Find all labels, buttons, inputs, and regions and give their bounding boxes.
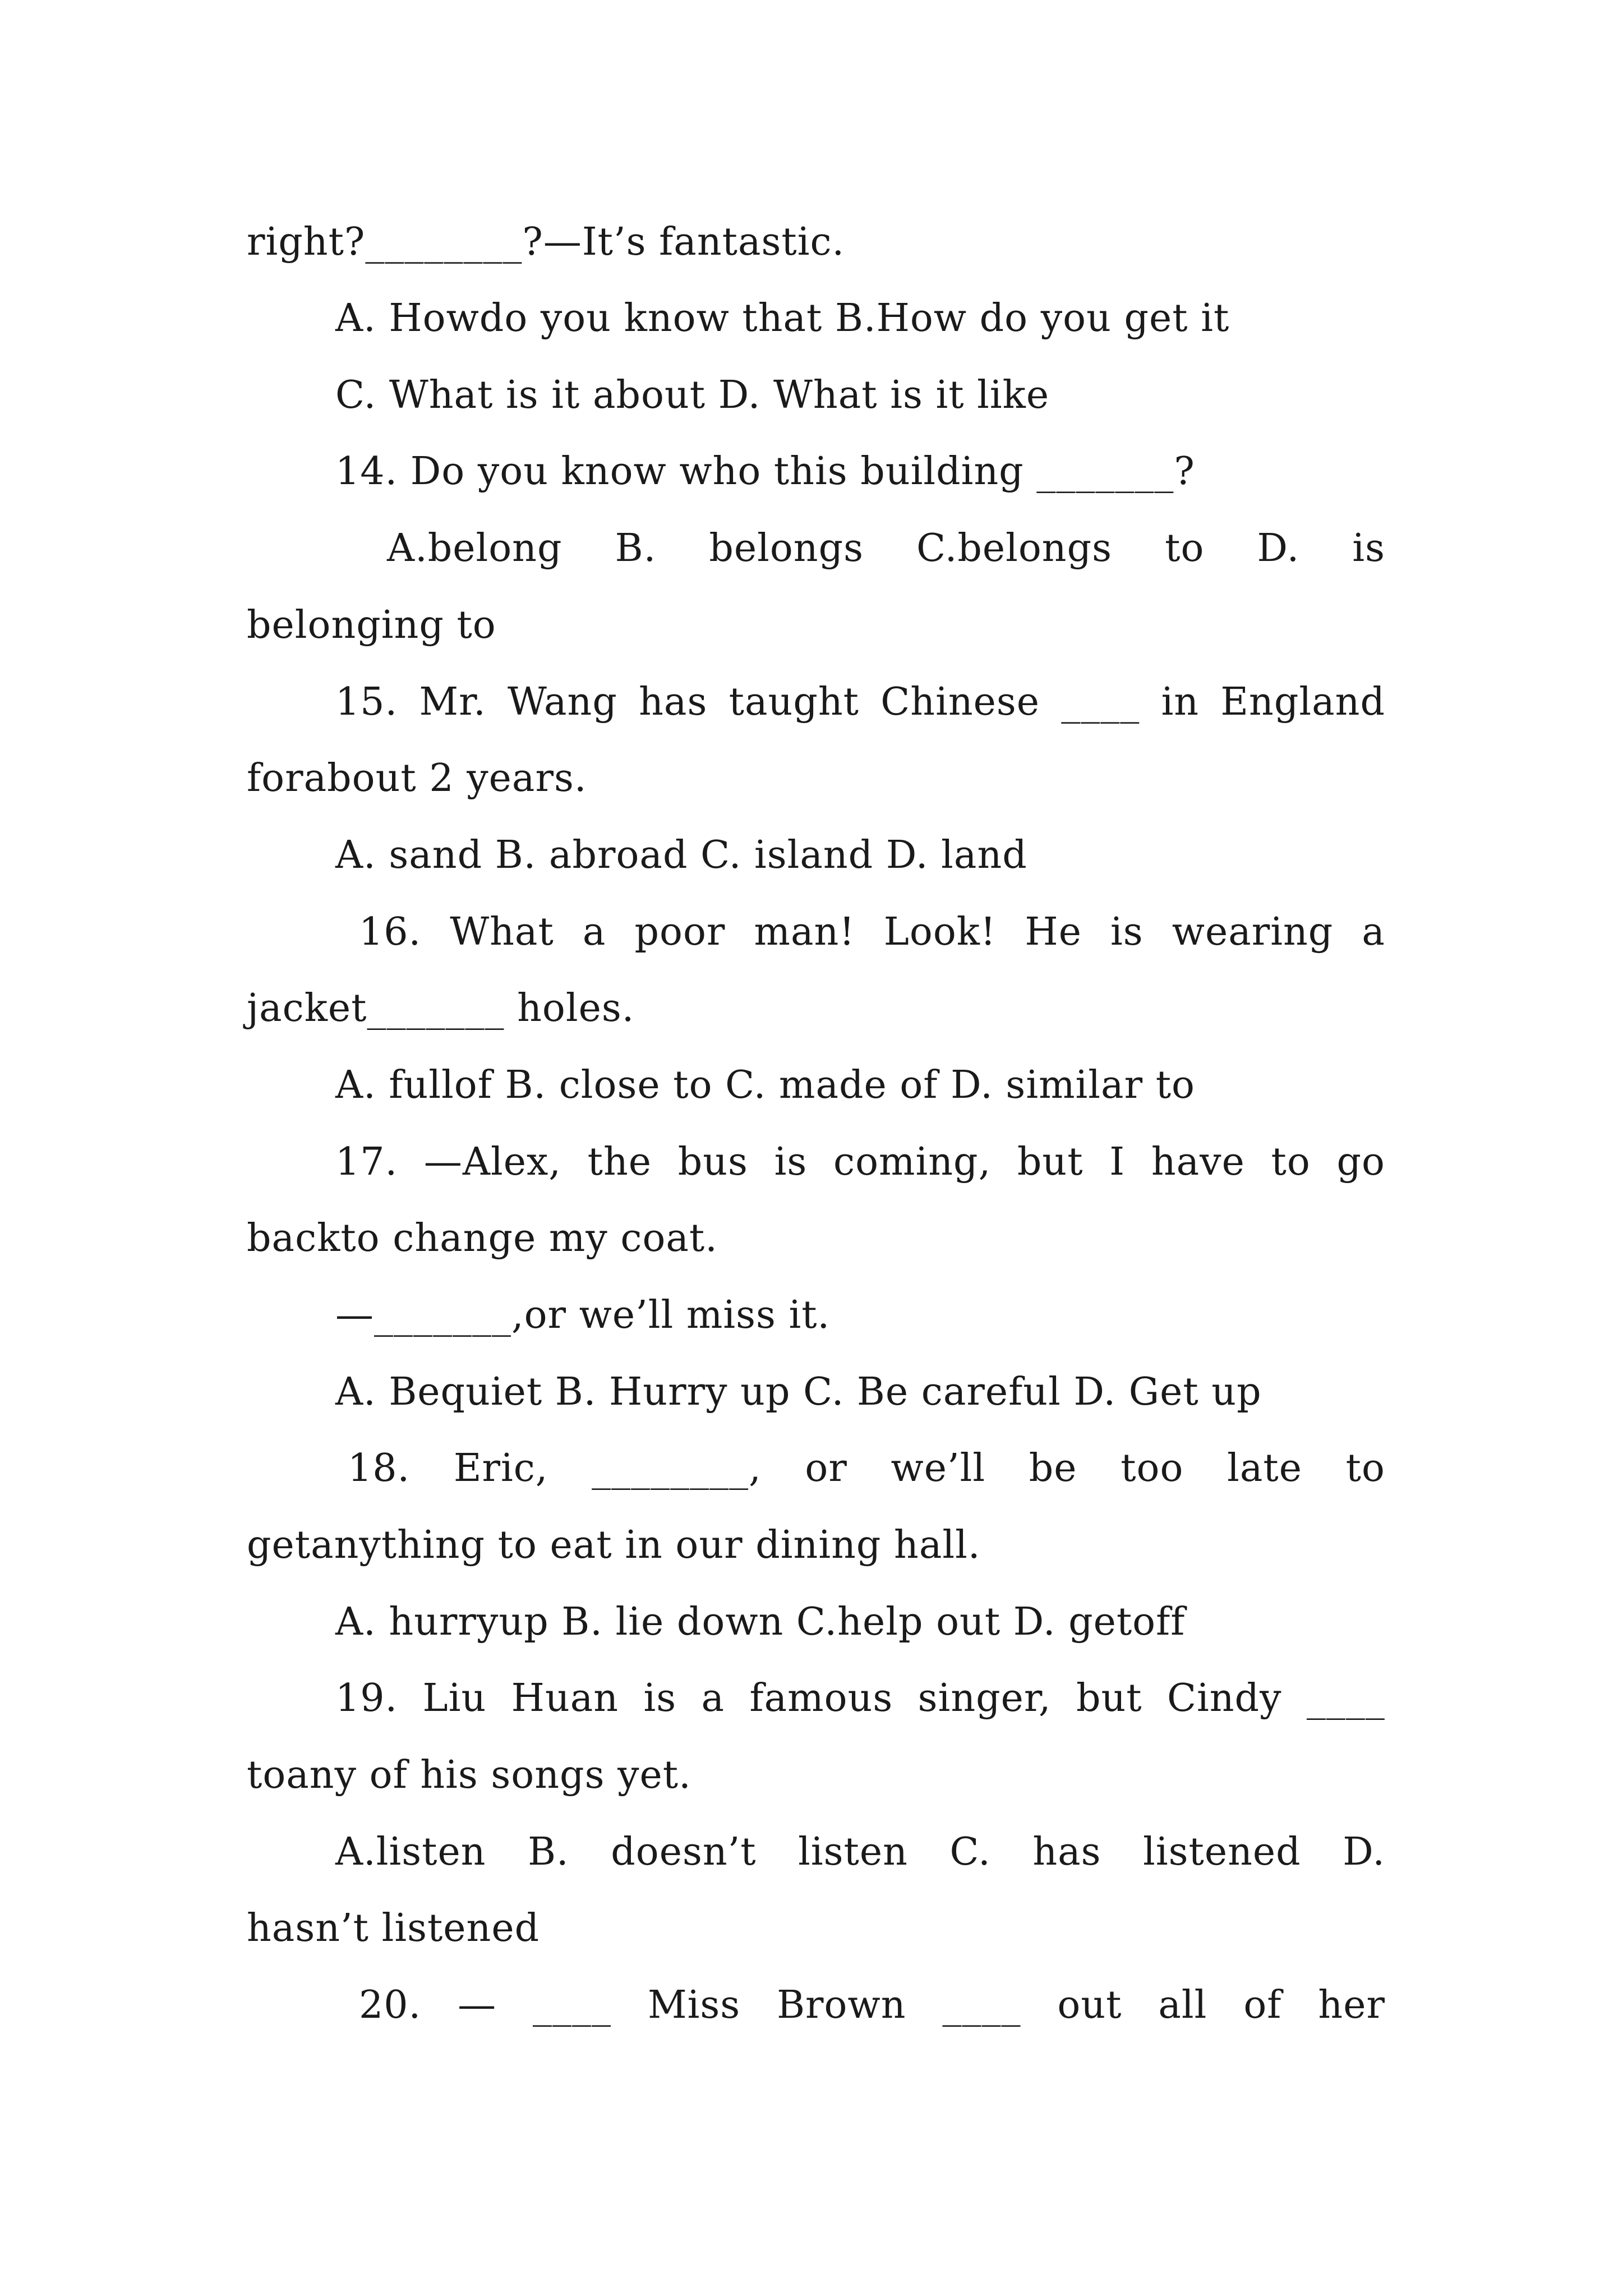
word: ____ <box>1306 1676 1385 1720</box>
word: 15. <box>335 680 398 724</box>
word: the <box>587 1140 652 1184</box>
word: go <box>1336 1140 1385 1184</box>
word: What <box>450 910 554 954</box>
word: but <box>1017 1140 1083 1184</box>
text-line-1: right?________?—It’s fantastic. <box>247 220 845 264</box>
question-17 <box>335 1129 1385 1196</box>
word: have <box>1151 1140 1245 1184</box>
word: is <box>1110 910 1144 954</box>
word: be <box>1029 1446 1077 1490</box>
question-17-options: A. Bequiet B. Hurry up C. Be careful D. Get up <box>335 1370 1262 1414</box>
word: Brown <box>777 1983 906 2027</box>
word: but <box>1076 1676 1142 1720</box>
question-15 <box>335 669 1385 736</box>
word: listened <box>1143 1830 1301 1874</box>
text-line-8: forabout 2 years. <box>247 756 587 800</box>
question-14: 14. Do you know who this building _______? <box>335 449 1195 494</box>
word: A.listen <box>335 1830 486 1874</box>
word: a <box>701 1676 725 1720</box>
word: famous <box>749 1676 893 1720</box>
word: man! <box>754 910 855 954</box>
word: or <box>805 1446 847 1490</box>
word: doesn’t <box>611 1830 757 1874</box>
word: bus <box>677 1140 748 1184</box>
question-19 <box>335 1665 1385 1732</box>
word: late <box>1227 1446 1302 1490</box>
word: all <box>1158 1983 1207 2027</box>
word: is <box>1352 526 1385 570</box>
word: B. <box>528 1830 569 1874</box>
text-line-21: toany of his songs yet. <box>247 1753 691 1797</box>
word: D. <box>1257 526 1300 570</box>
word: is <box>643 1676 677 1720</box>
word: too <box>1121 1446 1184 1490</box>
text-line-23: hasn’t listened <box>247 1906 540 1950</box>
word: belongs <box>709 526 864 570</box>
question-14-options <box>387 515 1385 582</box>
word: Huan <box>511 1676 619 1720</box>
question-15-options: A. sand B. abroad C. island D. land <box>335 833 1027 877</box>
word: C. <box>949 1830 991 1874</box>
word: a <box>582 910 606 954</box>
word: a <box>1362 910 1385 954</box>
text-line-15: —_______,or we’ll miss it. <box>335 1293 831 1337</box>
word: has <box>1032 1830 1101 1874</box>
word: 17. <box>335 1140 398 1184</box>
word: He <box>1025 910 1082 954</box>
question-18-options: A. hurryup B. lie down C.help out D. getoff <box>335 1600 1186 1644</box>
word: coming, <box>833 1140 992 1184</box>
word: ____ <box>533 1983 612 2027</box>
word: England <box>1220 680 1385 724</box>
text-line-2: A. Howdo you know that B.How do you get it <box>335 296 1230 341</box>
word: Chinese <box>880 680 1040 724</box>
question-18 <box>348 1435 1385 1502</box>
word: in <box>1161 680 1200 724</box>
word: singer, <box>917 1676 1052 1720</box>
word: of <box>1243 1983 1282 2027</box>
text-line-14: backto change my coat. <box>247 1216 718 1260</box>
question-19-options <box>335 1819 1385 1886</box>
question-20 <box>359 1972 1385 2039</box>
word: B. <box>615 526 657 570</box>
word: Cindy <box>1166 1676 1282 1720</box>
word: we’ll <box>891 1446 986 1490</box>
word: Look! <box>883 910 997 954</box>
word: her <box>1318 1983 1385 2027</box>
word: poor <box>634 910 726 954</box>
text-line-18: getanything to eat in our dining hall. <box>247 1523 981 1567</box>
word: 20. <box>359 1983 422 2027</box>
word: — <box>458 1983 497 2027</box>
word: to <box>1165 526 1205 570</box>
word: Eric, <box>453 1446 548 1490</box>
word: D. <box>1343 1830 1385 1874</box>
word: has <box>639 680 708 724</box>
text-line-6: belonging to <box>247 603 496 647</box>
word: listen <box>798 1830 908 1874</box>
word: Mr. <box>419 680 486 724</box>
word: to <box>1345 1446 1385 1490</box>
word: ________, <box>592 1446 762 1490</box>
word: ____ <box>942 1983 1021 2027</box>
question-16-options: A. fullof B. close to C. made of D. similar to <box>335 1063 1195 1107</box>
text-line-11: jacket_______ holes. <box>247 986 635 1030</box>
text-line-3: C. What is it about D. What is it like <box>335 373 1050 417</box>
word: ____ <box>1061 680 1140 724</box>
question-16 <box>359 899 1385 966</box>
word: —Alex, <box>423 1140 561 1184</box>
word: is <box>774 1140 808 1184</box>
word: 19. <box>335 1676 398 1720</box>
word: A.belong <box>387 526 562 570</box>
word: C.belongs <box>916 526 1113 570</box>
word: to <box>1271 1140 1311 1184</box>
word: 16. <box>359 910 422 954</box>
word: Miss <box>647 1983 741 2027</box>
word: taught <box>728 680 859 724</box>
word: I <box>1109 1140 1126 1184</box>
word: Liu <box>422 1676 487 1720</box>
word: wearing <box>1172 910 1334 954</box>
word: 18. <box>348 1446 411 1490</box>
word: Wang <box>508 680 617 724</box>
word: out <box>1057 1983 1122 2027</box>
